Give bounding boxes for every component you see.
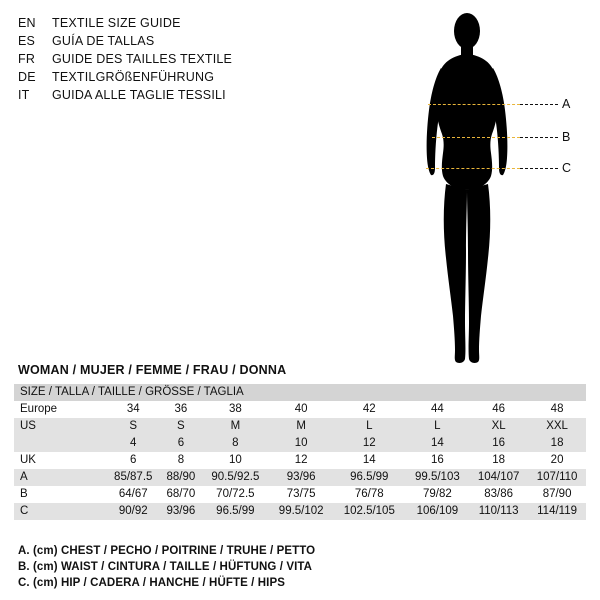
measure-line-hip-leader xyxy=(520,168,558,169)
measure-label-c: C xyxy=(562,161,572,175)
cell: 18 xyxy=(528,435,586,452)
table-row xyxy=(14,435,586,452)
cell: 88/90 xyxy=(160,469,201,486)
cell: M xyxy=(201,418,269,435)
cell: 4 xyxy=(106,435,160,452)
cell: 96.5/99 xyxy=(201,503,269,520)
cell: 73/75 xyxy=(269,486,333,503)
table-row xyxy=(14,452,586,469)
measure-line-hip xyxy=(426,168,520,169)
table-row xyxy=(14,469,586,486)
footnote-chest: A. (cm) CHEST / PECHO / POITRINE / TRUHE / PETTO xyxy=(18,545,316,557)
row-label xyxy=(14,435,106,452)
language-text: TEXTILGRÖßENFÜHRUNG xyxy=(52,70,215,84)
cell: 8 xyxy=(201,435,269,452)
cell: 34 xyxy=(106,401,160,418)
cell: 68/70 xyxy=(160,486,201,503)
language-text: GUÍA DE TALLAS xyxy=(52,34,155,48)
language-code: IT xyxy=(18,88,30,102)
table-header-label: SIZE / TALLA / TAILLE / GRÖSSE / TAGLIA xyxy=(14,384,586,401)
measure-line-chest-leader xyxy=(520,104,558,105)
language-code: DE xyxy=(18,70,36,84)
cell: 102.5/105 xyxy=(333,503,406,520)
language-row xyxy=(18,32,378,50)
cell: 48 xyxy=(528,401,586,418)
language-code: ES xyxy=(18,34,36,48)
cell: 85/87.5 xyxy=(106,469,160,486)
cell: 104/107 xyxy=(469,469,528,486)
cell: 16 xyxy=(406,452,470,469)
cell: 16 xyxy=(469,435,528,452)
cell: 38 xyxy=(201,401,269,418)
row-label: US xyxy=(14,418,106,435)
cell: 36 xyxy=(160,401,201,418)
cell: 107/110 xyxy=(528,469,586,486)
measure-line-chest xyxy=(428,104,520,105)
female-silhouette-icon xyxy=(410,6,590,376)
language-code: FR xyxy=(18,52,36,66)
cell: 12 xyxy=(269,452,333,469)
cell: 64/67 xyxy=(106,486,160,503)
cell: 90/92 xyxy=(106,503,160,520)
cell: 12 xyxy=(333,435,406,452)
cell: 6 xyxy=(106,452,160,469)
cell: 87/90 xyxy=(528,486,586,503)
table-row xyxy=(14,503,586,520)
language-text: GUIDA ALLE TAGLIE TESSILI xyxy=(52,88,226,102)
cell: 76/78 xyxy=(333,486,406,503)
cell: 10 xyxy=(201,452,269,469)
cell: 96.5/99 xyxy=(333,469,406,486)
cell: 10 xyxy=(269,435,333,452)
row-label: Europe xyxy=(14,401,106,418)
language-row xyxy=(18,86,378,104)
cell: 106/109 xyxy=(406,503,470,520)
cell: 70/72.5 xyxy=(201,486,269,503)
cell: S xyxy=(160,418,201,435)
cell: 93/96 xyxy=(160,503,201,520)
table-header-row xyxy=(14,384,586,401)
language-list xyxy=(18,14,378,104)
cell: 46 xyxy=(469,401,528,418)
cell: 14 xyxy=(406,435,470,452)
cell: 6 xyxy=(160,435,201,452)
table-row xyxy=(14,418,586,435)
measure-label-b: B xyxy=(562,130,571,144)
cell: L xyxy=(333,418,406,435)
cell: 99.5/103 xyxy=(406,469,470,486)
cell: 42 xyxy=(333,401,406,418)
language-row xyxy=(18,68,378,86)
cell: XXL xyxy=(528,418,586,435)
measure-line-waist xyxy=(432,137,520,138)
language-text: GUIDE DES TAILLES TEXTILE xyxy=(52,52,233,66)
size-table xyxy=(14,384,586,520)
section-title: WOMAN / MUJER / FEMME / FRAU / DONNA xyxy=(18,363,287,377)
cell: 79/82 xyxy=(406,486,470,503)
cell: L xyxy=(406,418,470,435)
cell: 44 xyxy=(406,401,470,418)
footnote-waist: B. (cm) WAIST / CINTURA / TAILLE / HÜFTUNG / VITA xyxy=(18,561,313,573)
cell: M xyxy=(269,418,333,435)
cell: S xyxy=(106,418,160,435)
row-label: A xyxy=(14,469,106,486)
cell: 8 xyxy=(160,452,201,469)
table-row xyxy=(14,486,586,503)
footnote-hip: C. (cm) HIP / CADERA / HANCHE / HÜFTE / HIPS xyxy=(18,577,286,589)
cell: 18 xyxy=(469,452,528,469)
cell: 14 xyxy=(333,452,406,469)
measure-label-a: A xyxy=(562,97,571,111)
row-label: UK xyxy=(14,452,106,469)
cell: XL xyxy=(469,418,528,435)
row-label: B xyxy=(14,486,106,503)
cell: 110/113 xyxy=(469,503,528,520)
language-text: TEXTILE SIZE GUIDE xyxy=(52,16,181,30)
language-row xyxy=(18,14,378,32)
language-row xyxy=(18,50,378,68)
table-row xyxy=(14,401,586,418)
cell: 93/96 xyxy=(269,469,333,486)
footnote-list xyxy=(18,543,578,591)
cell: 114/119 xyxy=(528,503,586,520)
cell: 83/86 xyxy=(469,486,528,503)
cell: 40 xyxy=(269,401,333,418)
language-code: EN xyxy=(18,16,36,30)
body-figure xyxy=(410,6,590,376)
cell: 99.5/102 xyxy=(269,503,333,520)
measure-line-waist-leader xyxy=(520,137,558,138)
row-label: C xyxy=(14,503,106,520)
cell: 20 xyxy=(528,452,586,469)
cell: 90.5/92.5 xyxy=(201,469,269,486)
